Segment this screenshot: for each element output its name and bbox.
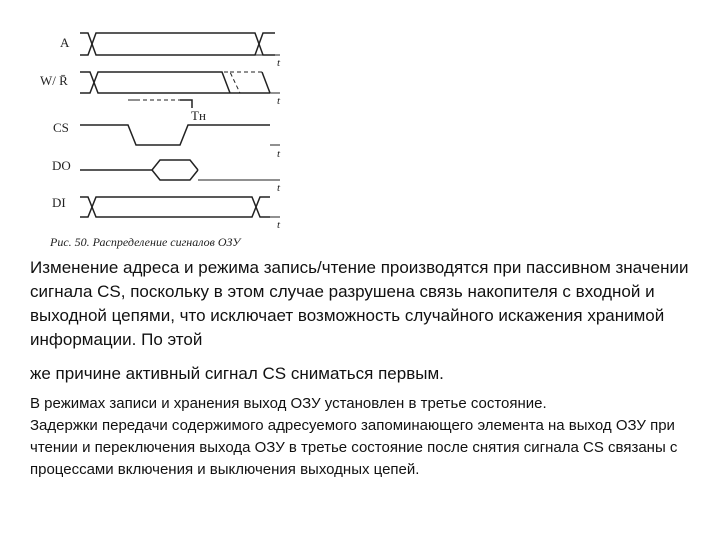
timing-diagram [0, 0, 720, 255]
figure-caption: Рис. 50. Распределение сигналов ОЗУ [50, 235, 241, 249]
signal-label-do: DO [52, 158, 71, 173]
time-axis-label: t [277, 95, 281, 107]
waveform-a [80, 33, 280, 55]
paragraph-2: же причине активный сигнал CS сниматься первым. [30, 364, 444, 383]
time-axis-label: t [277, 182, 281, 194]
waveform-do [80, 160, 280, 180]
signal-label-a: A [60, 35, 70, 50]
paragraph-1: Изменение адреса и режима запись/чтение производятся при пассивном значении сигнала CS, поскольку в этом случае разрушена связь накопителя с входной и выходной цепями, что исключает возможность случайного искажения хранимой информации. По этой [30, 258, 689, 349]
signal-label-wr: W/ R̄ [40, 73, 68, 88]
tau-label: Tн [191, 108, 206, 123]
time-axis-label: t [277, 57, 281, 69]
paragraph-3: В режимах записи и хранения выход ОЗУ установлен в третье состояние. [30, 395, 547, 412]
signal-label-cs: CS [53, 120, 69, 135]
waveform-wr [80, 72, 280, 93]
waveform-di [80, 197, 280, 217]
waveform-cs [80, 100, 280, 145]
time-axis-label: t [277, 219, 281, 231]
time-axis-label: t [277, 148, 281, 160]
paragraph-4: Задержки передачи содержимого адресуемого запоминающего элемента на выход ОЗУ при чтении и переключения выхода ОЗУ в третье состояние после снятия сигнала CS связаны с процессами включения и выключения выходных цепей. [30, 417, 678, 478]
signal-label-di: DI [52, 195, 66, 210]
